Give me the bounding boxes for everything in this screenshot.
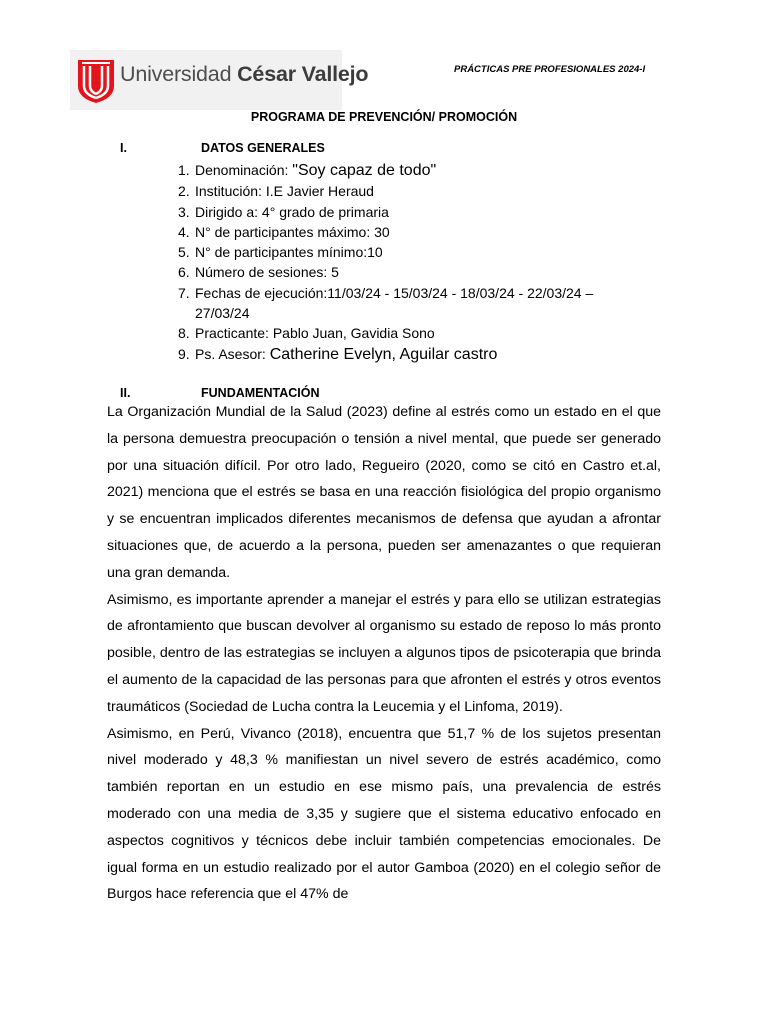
item-label: N° de participantes mínimo:10 (195, 244, 383, 261)
list-item (175, 283, 645, 324)
list-item (175, 202, 645, 222)
item-label: Denominación: (195, 162, 293, 178)
item-label: N° de participantes máximo: 30 (195, 223, 390, 240)
item-label: Dirigido a: 4° grado de primaria (195, 203, 389, 220)
item-label: Practicante: Pablo Juan, Gavidia Sono (195, 325, 435, 342)
logo-text-bold: César Vallejo (237, 62, 369, 86)
foundation-body (107, 399, 661, 908)
item-label: Ps. Asesor: (195, 345, 270, 362)
section-title: FUNDAMENTACIÓN (201, 386, 320, 400)
item-number: 9. (178, 345, 190, 362)
item-label: Fechas de ejecución:11/03/24 - 15/03/24 - 18/03/24 - 22/03/24 – 27/03/24 (195, 284, 594, 322)
program-title: PROGRAMA DE PREVENCIÓN/ PROMOCIÓN (250, 110, 518, 124)
item-number: 5. (178, 244, 190, 261)
section-title: DATOS GENERALES (201, 141, 325, 155)
list-item (175, 344, 645, 365)
paragraph: Asimismo, en Perú, Vivanco (2018), encuentra que 51,7 % de los sujetos presentan nivel moderado y 48,3 % manifiestan un nivel severo de estrés académico, como también reportan en un estudio en ese mismo país, una prevalencia de estrés moderado con una media de 3,35 y sugiere que el sistema educativo enfocado en aspectos cognitivos y técnicos debe incluir también competencias emocionales. De igual forma en un estudio realizado por el autor Gamboa (2020) en el colegio señor de Burgos hace referencia que el 47% de (107, 725, 661, 903)
paragraph: Asimismo, es importante aprender a manejar el estrés y para ello se utilizan estrategias de afrontamiento que buscan devolver al organismo su estado de reposo lo más pronto posible, dentro de las estrategias se incluyen a algunos tipos de psicoterapia que brinda el aumento de la capacidad de las personas para que afronten el estrés y otros eventos traumáticos (Sociedad de Lucha contra la Leucemia y el Linfoma, 2019). (107, 591, 661, 715)
item-label: Número de sesiones: 5 (195, 264, 339, 281)
list-item (175, 323, 645, 343)
list-item (175, 160, 645, 181)
general-data-list (175, 160, 645, 365)
section-number: I. (120, 141, 127, 155)
item-value: "Soy capaz de todo" (292, 162, 437, 179)
ucv-shield-icon (76, 56, 116, 104)
university-logo (70, 50, 369, 110)
item-number: 2. (178, 183, 190, 200)
item-label: Institución: I.E Javier Heraud (195, 183, 374, 200)
item-number: 3. (178, 203, 190, 220)
header-course-title: PRÁCTICAS PRE PROFESIONALES 2024-I (454, 64, 646, 75)
item-number: 1. (178, 162, 190, 178)
item-number: 8. (178, 325, 190, 342)
paragraph: La Organización Mundial de la Salud (2023) define al estrés como un estado en el que la persona demuestra preocupación o tensión a nivel mental, que puede ser generado por una situación difícil. Por otro lado, Regueiro (2020, como se citó en Castro et.al, 2021) menciona que el estrés se basa en una reacción fisiológica del propio organismo y se encuentran implicados diferentes mecanismos de defensa que ayudan a afrontar situaciones que, de acuerdo a la persona, pueden ser amenazantes o que requieran una gran demanda. (107, 404, 661, 581)
list-item (175, 262, 645, 282)
section-number: II. (120, 386, 131, 400)
logo-wordmark (120, 62, 368, 87)
item-number: 6. (178, 264, 190, 281)
list-item (175, 222, 645, 242)
list-item (175, 181, 645, 201)
item-value: Catherine Evelyn, Aguilar castro (269, 345, 498, 363)
logo-text-regular: Universidad (120, 62, 238, 86)
item-number: 4. (178, 223, 190, 240)
item-number: 7. (178, 284, 190, 301)
list-item (175, 242, 645, 262)
